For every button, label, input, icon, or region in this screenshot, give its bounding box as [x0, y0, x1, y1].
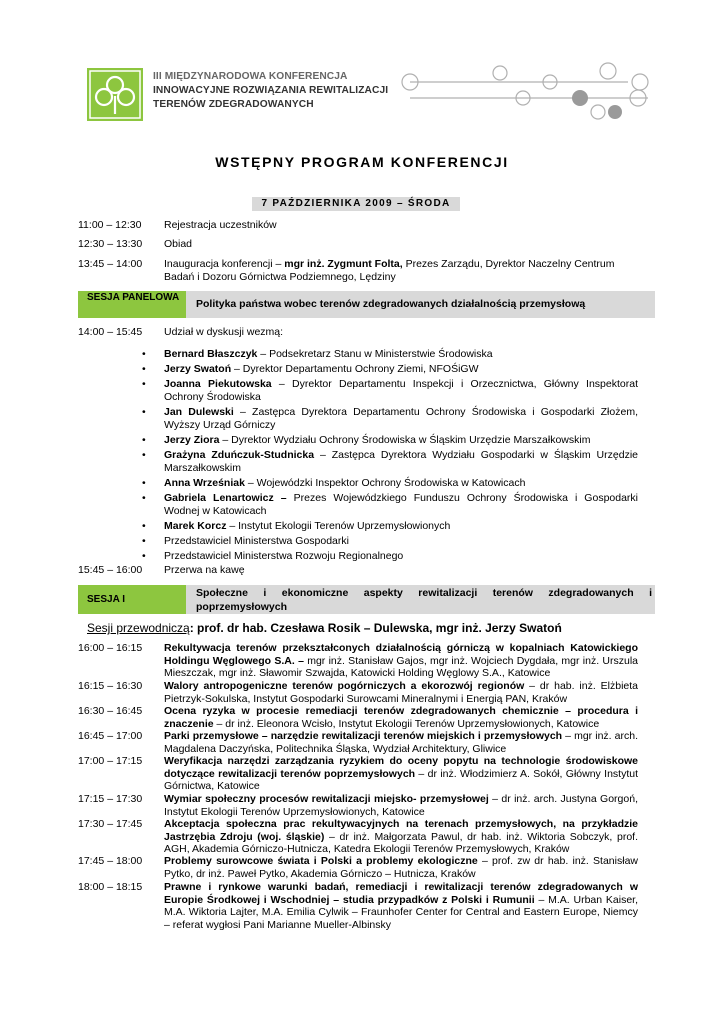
session-panel-title: Polityka państwa wobec terenów zdegradowanych działalnością przemysłową — [196, 298, 586, 310]
talk-desc: Parki przemysłowe – narzędzie rewitalizacji terenów miejskich i przemysłowych – mgr inż. arch. Magdalena Daczyńska, Politechnika Śląska, Wydział Architektury, Gliwice — [164, 730, 638, 755]
inauguration-pre: Inauguracja konferencji – — [164, 258, 285, 270]
schedule-time: 11:00 – 12:30 — [78, 219, 142, 231]
participants-list — [164, 348, 638, 565]
participant: • Przedstawiciel Ministerstwa Rozwoju Regionalnego — [164, 550, 638, 563]
talk-time: 18:00 – 18:15 — [78, 881, 143, 893]
talk-time: 17:30 – 17:45 — [78, 818, 143, 830]
talk-time: 16:45 – 17:00 — [78, 730, 143, 742]
talk-time: 16:15 – 16:30 — [78, 680, 143, 692]
session-panel-label: SESJA PANELOWA — [78, 291, 186, 318]
schedule-time: 12:30 – 13:30 — [78, 238, 143, 250]
talk-desc: Problemy surowcowe świata i Polski a problemy ekologiczne – prof. zw dr hab. inż. Stanisław Pytko, dr inż. Paweł Pytko, Akademia Górniczo – Hutnicza, Kraków — [164, 855, 638, 880]
participant: • Jerzy Ziora – Dyrektor Wydziału Ochrony Środowiska w Śląskim Urzędzie Marszałkowskim — [164, 434, 638, 447]
talk-desc: Ocena ryzyka w procesie remediacji terenów zdegradowanych chemicznie – procedura i znaczenie – dr inż. Eleonora Wcisło, Instytut Ekologii Terenów Uprzemysłowionych, Katowice — [164, 705, 638, 730]
schedule-desc: Obiad — [164, 238, 193, 250]
participant: • Przedstawiciel Ministerstwa Gospodarki — [164, 535, 638, 548]
clover-icon — [87, 68, 143, 121]
schedule-time: 13:45 – 14:00 — [78, 258, 143, 270]
talk-time: 16:30 – 16:45 — [78, 705, 143, 717]
decorative-circles — [398, 62, 658, 120]
chairs-label: Sesji przewodniczą — [87, 621, 190, 635]
participant: • Gabriela Lenartowicz – Prezes Wojewódzkiego Funduszu Ochrony Środowiska i Gospodarki Wodnej w Katowicach — [164, 492, 638, 518]
page-title: WSTĘPNY PROGRAM KONFERENCJI — [215, 154, 509, 170]
participant: • Jan Dulewski – Zastępca Dyrektora Departamentu Ochrony Środowiska i Gospodarki Złożem, Wyższy Urząd Górniczy — [164, 406, 638, 432]
talk-desc: Rekultywacja terenów przekształconych działalnością górniczą w kopalniach Katowickiego Holdingu Węglowego S.A. – mgr inż. Stanisław Gajos, mgr inż. Wojciech Dygdała, mgr inż. Urszula Mieszczak, mgr inż. Sławomir Szwajda, Katowicki Holding Węglowy S.A., Katowice — [164, 642, 638, 679]
talk-desc: Prawne i rynkowe warunki badań, remediacji i rewitalizacji terenów zdegradowanych w Europie Środkowej i Wschodniej – studia przypadków z Polski i Rumunii – M.A. Urban Kaiser, M.A. Wiktoria Lajter, M.A. Emilia Cylwik – Fraunhofer Center for Central and Eastern Europe, Niemcy – referat wygłosi Pani Marianne Mueller-Albinsky — [164, 881, 638, 931]
session-chairs — [87, 621, 562, 635]
panel-time: 14:00 – 15:45 — [78, 326, 143, 338]
header-line-1: III MIĘDZYNARODOWA KONFERENCJA — [153, 71, 348, 82]
talk-desc: Akceptacja społeczna prac rekultywacyjnych na terenach przemysłowych, na przykładzie Jastrzębia Zdroju (woj. śląskie) – dr inż. Małgorzata Pawul, dr hab. inż. Wiktoria Sobczyk, prof. AGH, Akademia Górniczo-Hutnicza, Katedra Ekologii Terenów Przemysłowych, Kraków — [164, 818, 638, 855]
header-line-2: INNOWACYJNE ROZWIĄZANIA REWITALIZACJI — [153, 85, 389, 96]
talk-desc: Walory antropogeniczne terenów pogórniczych a ekorozwój regionów – dr hab. inż. Elżbieta Pietrzyk-Sokulska, Instytut Gospodarki Surowcami Mineralnymi i Energią PAN, Kraków — [164, 680, 638, 705]
conference-logo — [87, 68, 143, 121]
schedule-desc: Rejestracja uczestników — [164, 219, 277, 231]
talk-time: 17:15 – 17:30 — [78, 793, 143, 805]
date-header: 7 PAŹDZIERNIKA 2009 – ŚRODA — [252, 197, 460, 211]
session-1-bar — [78, 585, 655, 614]
panel-intro: Udział w dyskusji wezmą: — [164, 326, 284, 338]
chairs-names: : prof. dr hab. Czesława Rosik – Dulewska, mgr inż. Jerzy Swatoń — [189, 621, 562, 635]
inauguration-speaker: mgr inż. Zygmunt Folta, — [284, 258, 403, 270]
participant: • Joanna Piekutowska – Dyrektor Departamentu Inspekcji i Orzecznictwa, Główny Inspektorat Ochrony Środowiska — [164, 378, 638, 404]
participant: • Anna Wrześniak – Wojewódzki Inspektor Ochrony Środowiska w Katowicach — [164, 477, 638, 490]
talk-time: 16:00 – 16:15 — [78, 642, 143, 654]
break-desc: Przerwa na kawę — [164, 564, 245, 576]
header-line-3: TERENÓW ZDEGRADOWANYCH — [153, 99, 314, 110]
participant: • Bernard Błaszczyk – Podsekretarz Stanu w Ministerstwie Środowiska — [164, 348, 638, 361]
talk-desc: Weryfikacja narzędzi zarządzania ryzykiem do oceny popytu na technologie środowiskowe dotyczące rewitalizacji terenów poprzemysłowych – dr inż. Włodzimierz A. Sokół, Główny Instytut Górnictwa, Katowice — [164, 755, 638, 792]
session-1-label: SESJA I — [78, 585, 186, 614]
talk-time: 17:00 – 17:15 — [78, 755, 143, 767]
talk-time: 17:45 – 18:00 — [78, 855, 143, 867]
inauguration-post: Prezes Zarządu, Dyrektor Naczelny Centrum Badań i Dozoru Górnictwa Podziemnego, Lędziny — [164, 258, 615, 283]
participant: • Marek Korcz – Instytut Ekologii Terenów Uprzemysłowionych — [164, 520, 638, 533]
session-panel-bar — [78, 291, 655, 318]
participant: • Jerzy Swatoń – Dyrektor Departamentu Ochrony Ziemi, NFOŚiGW — [164, 363, 638, 376]
schedule-desc — [164, 258, 638, 284]
talk-desc: Wymiar społeczny procesów rewitalizacji miejsko- przemysłowej – dr inż. arch. Justyna Gorgoń, Instytut Ekologii Terenów Uprzemysłowionych, Katowice — [164, 793, 638, 818]
session-1-title: Społeczne i ekonomiczne aspekty rewitalizacji terenów zdegradowanych i poprzemysłowych — [196, 587, 652, 613]
break-time: 15:45 – 16:00 — [78, 564, 143, 576]
participant: • Grażyna Zduńczuk-Studnicka – Zastępca Dyrektora Wydziału Gospodarki w Śląskim Urzędzie Marszałkowskim — [164, 449, 638, 475]
